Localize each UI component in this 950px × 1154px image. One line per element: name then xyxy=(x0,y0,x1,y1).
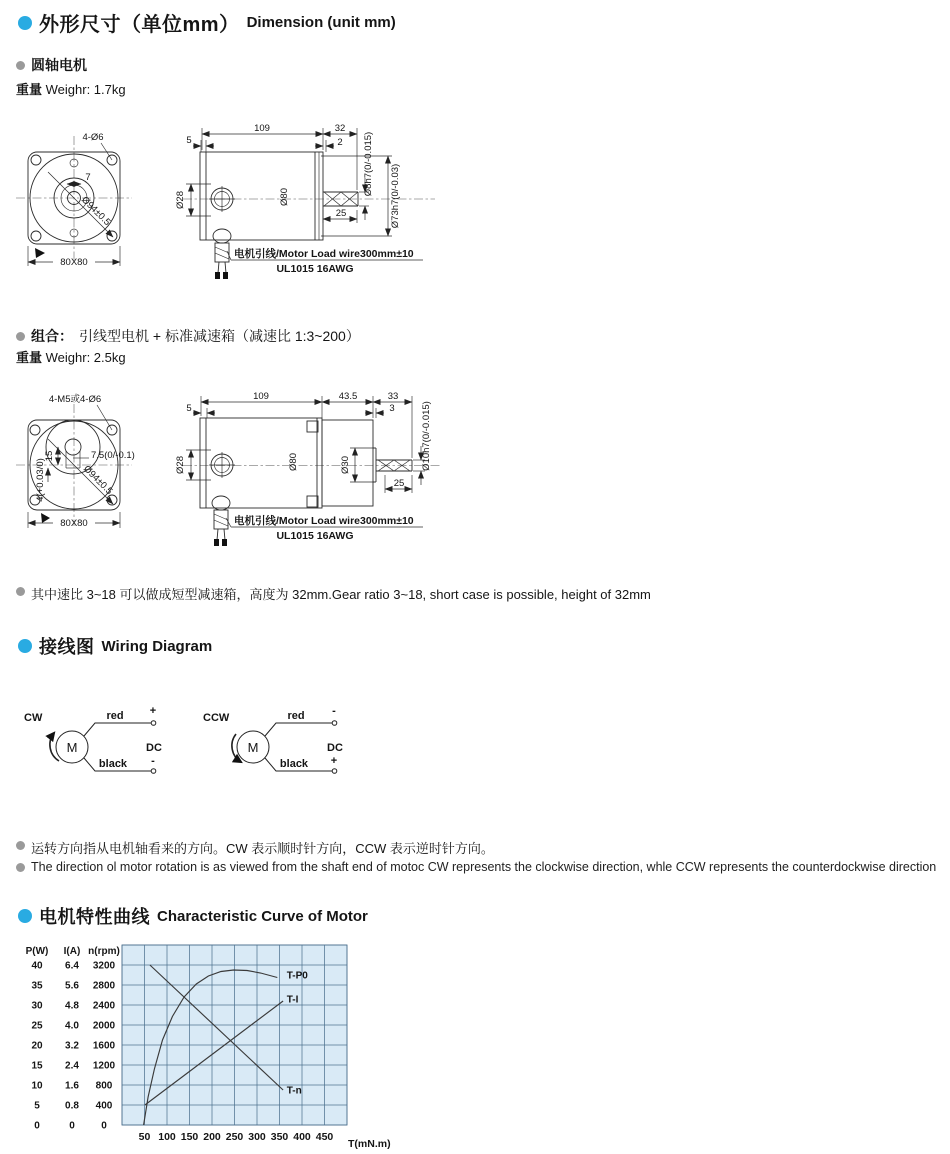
y-tick-label: 800 xyxy=(95,1080,113,1092)
dim-8h7: Ø8h7(0/-0.015) xyxy=(363,131,374,197)
dim-flange-2: 80X80 xyxy=(60,518,88,529)
y-tick-label: 5 xyxy=(34,1100,40,1112)
weight-value: Weighr: 1.7kg xyxy=(45,82,126,97)
wire-spec-2: UL1015 16AWG xyxy=(276,530,354,542)
red-wire-label: red xyxy=(106,710,124,722)
motor-symbol: M xyxy=(247,740,259,755)
rotation-note-zh-text: 运转方向指从电机轴看来的方向。CW 表示顺时针方向，CCW 表示逆时针方向。 xyxy=(31,841,494,856)
y-tick-label: 2400 xyxy=(92,1000,116,1012)
dc-label: DC xyxy=(327,742,343,754)
dim-28: Ø28 xyxy=(175,191,186,209)
y-tick-label: 0 xyxy=(69,1120,75,1132)
dim-5: 5 xyxy=(186,135,192,146)
section-title-zh: 外形尺寸（单位mm） xyxy=(39,14,240,36)
section-title-en: Dimension (unit mm) xyxy=(246,14,396,31)
wire-spec-1: UL1015 16AWG xyxy=(276,263,354,275)
x-tick-label: 100 xyxy=(158,1131,176,1143)
dim-2: 2 xyxy=(337,137,343,148)
dim-33: 33 xyxy=(387,391,399,402)
dim-94: Ø94±0.5 xyxy=(81,463,115,497)
x-tick-label: 400 xyxy=(293,1131,311,1143)
motor-gearbox-drawing xyxy=(15,390,455,560)
cw-wiring xyxy=(24,705,162,773)
y-tick-label: 0 xyxy=(101,1120,107,1132)
weight-label: 重量 xyxy=(16,82,43,97)
y-tick-label: 5.6 xyxy=(65,980,79,992)
characteristic-curve-chart xyxy=(10,938,430,1154)
y-tick-label: 2.4 xyxy=(65,1060,79,1072)
x-tick-label: 200 xyxy=(203,1131,221,1143)
dim-holes-1: 4-Ø6 xyxy=(82,132,104,143)
y-axis-header: n(rpm) xyxy=(88,946,120,957)
section-wiring-header xyxy=(18,633,212,659)
dim-10h7: Ø10h7(0/-0.015) xyxy=(421,401,432,471)
y-tick-label: 4.8 xyxy=(65,1000,79,1012)
y-tick-label: 0 xyxy=(34,1120,40,1132)
dim-flange-1: 80X80 xyxy=(60,257,88,268)
series-label-T-I: T-I xyxy=(286,994,299,1006)
black-wire-label: black xyxy=(98,758,128,770)
rotation-note-zh xyxy=(16,838,494,857)
front-view-drawing-1 xyxy=(16,132,132,268)
y-tick-label: 1200 xyxy=(92,1060,116,1072)
y-tick-label: 20 xyxy=(31,1040,43,1052)
y-tick-label: 3.2 xyxy=(65,1040,79,1052)
section-bullet-icon xyxy=(18,639,32,653)
y-tick-label: 25 xyxy=(31,1020,43,1032)
dim-5: 5 xyxy=(186,403,192,414)
y-axis-header: P(W) xyxy=(25,946,49,957)
rotation-note-en xyxy=(16,860,936,874)
dim-30: Ø30 xyxy=(340,456,351,474)
dc-label: DC xyxy=(146,742,162,754)
y-tick-label: 3200 xyxy=(92,960,116,972)
section-bullet-icon xyxy=(18,16,32,30)
cw-rotation-arrow-icon xyxy=(50,733,59,761)
y-tick-label: 1.6 xyxy=(65,1080,79,1092)
dim-109: 109 xyxy=(253,391,269,402)
section-dimension-header xyxy=(18,8,396,37)
y-tick-label: 10 xyxy=(31,1080,43,1092)
dim-28: Ø28 xyxy=(175,456,186,474)
motor-symbol: M xyxy=(66,740,78,755)
series-label-T-n: T-n xyxy=(286,1085,302,1097)
x-tick-label: 150 xyxy=(180,1131,199,1143)
section-title-zh: 电机特性曲线 xyxy=(39,907,150,927)
dim-32: 32 xyxy=(334,123,346,134)
ccw-red-terminal-sign: - xyxy=(332,705,336,717)
note-bullet-icon xyxy=(16,587,25,596)
cw-red-terminal-sign: + xyxy=(149,705,157,717)
y-tick-label: 0.8 xyxy=(65,1100,79,1112)
x-tick-label: 350 xyxy=(270,1131,289,1143)
section-title-en: Characteristic Curve of Motor xyxy=(157,907,368,925)
black-wire-label: black xyxy=(279,758,309,770)
dim-15: 15 xyxy=(44,450,55,462)
section-title-zh: 接线图 xyxy=(39,637,95,657)
gear-ratio-note xyxy=(16,584,651,603)
round-shaft-motor-drawing xyxy=(15,120,445,298)
red-wire-label: red xyxy=(287,710,305,722)
weight-line-2 xyxy=(16,347,126,366)
y-axis-header: I(A) xyxy=(63,946,81,957)
y-tick-label: 2000 xyxy=(92,1020,116,1032)
corner-mark-icon xyxy=(41,513,50,523)
dim-80: Ø80 xyxy=(288,453,299,471)
wire-note-1: 电机引线/Motor Load wire300mm±10 xyxy=(234,248,414,260)
note-bullet-icon xyxy=(16,841,25,850)
wiring-diagram xyxy=(10,700,380,795)
y-tick-label: 15 xyxy=(31,1060,43,1072)
corner-mark-icon xyxy=(35,248,45,258)
dim-80: Ø80 xyxy=(279,188,290,206)
dim-73h7: Ø73h7(0/-0.03) xyxy=(390,163,401,229)
weight-line-1 xyxy=(16,79,126,98)
y-tick-label: 35 xyxy=(31,980,43,992)
dim-25: 25 xyxy=(335,208,347,219)
gear-ratio-note-text: 其中速比 3~18 可以做成短型减速箱，高度为 32mm.Gear ratio 3~18, short case is possible, height of 32mm xyxy=(31,587,651,602)
dim-94: Ø94±0.5 xyxy=(79,194,113,228)
y-tick-label: 4.0 xyxy=(65,1020,79,1032)
dim-75: 7.5(0/-0.1) xyxy=(91,450,135,461)
x-tick-label: 300 xyxy=(248,1131,266,1143)
ccw-label: CCW xyxy=(203,712,230,724)
weight-label: 重量 xyxy=(16,350,43,365)
dim-4: 4(+0.03/0) xyxy=(35,458,46,502)
combo-heading xyxy=(16,326,360,346)
section-curve-header xyxy=(18,903,368,929)
x-axis-label: T(mN.m) xyxy=(348,1138,391,1150)
round-shaft-motor-heading xyxy=(16,55,87,75)
dim-25: 25 xyxy=(393,478,405,489)
dim-109: 109 xyxy=(254,123,270,134)
x-tick-label: 450 xyxy=(315,1131,334,1143)
sub-bullet-icon xyxy=(16,61,25,70)
cw-black-terminal-sign: - xyxy=(151,755,155,767)
note-bullet-icon xyxy=(16,863,25,872)
dim-7: 7 xyxy=(85,172,91,183)
weight-value: Weighr: 2.5kg xyxy=(45,350,126,365)
ccw-wiring xyxy=(203,705,343,773)
ccw-black-terminal-sign: + xyxy=(330,755,338,767)
section-title-en: Wiring Diagram xyxy=(101,637,213,655)
rotation-note-en-text: The direction ol motor rotation is as viewed from the shaft end of motoc CW represents the clockwise direction, whle CCW represents the counterdockwise direction xyxy=(31,860,937,874)
y-tick-label: 1600 xyxy=(92,1040,116,1052)
dim-3: 3 xyxy=(389,403,395,414)
combo-text: 引线型电机 + 标准减速箱（减速比 1:3~200） xyxy=(79,328,360,344)
cw-label: CW xyxy=(24,712,43,724)
y-tick-label: 6.4 xyxy=(65,960,79,972)
y-tick-label: 30 xyxy=(31,1000,43,1012)
series-label-T-P0: T-P0 xyxy=(286,970,308,982)
y-tick-label: 2800 xyxy=(92,980,116,992)
section-bullet-icon xyxy=(18,909,32,923)
x-tick-label: 50 xyxy=(138,1131,151,1143)
side-view-drawing-2 xyxy=(175,391,440,546)
front-view-drawing-2 xyxy=(16,393,135,529)
sub-bullet-icon xyxy=(16,332,25,341)
x-tick-label: 250 xyxy=(225,1131,244,1143)
y-tick-label: 400 xyxy=(95,1100,113,1112)
round-shaft-motor-label: 圆轴电机 xyxy=(31,57,87,73)
dim-holes-2: 4-M5或4-Ø6 xyxy=(48,394,102,405)
wire-note-2: 电机引线/Motor Load wire300mm±10 xyxy=(234,515,414,527)
side-view-drawing-1 xyxy=(175,123,435,279)
dim-435: 43.5 xyxy=(338,391,358,402)
combo-label: 组合： xyxy=(31,328,73,344)
y-tick-label: 40 xyxy=(31,960,43,972)
